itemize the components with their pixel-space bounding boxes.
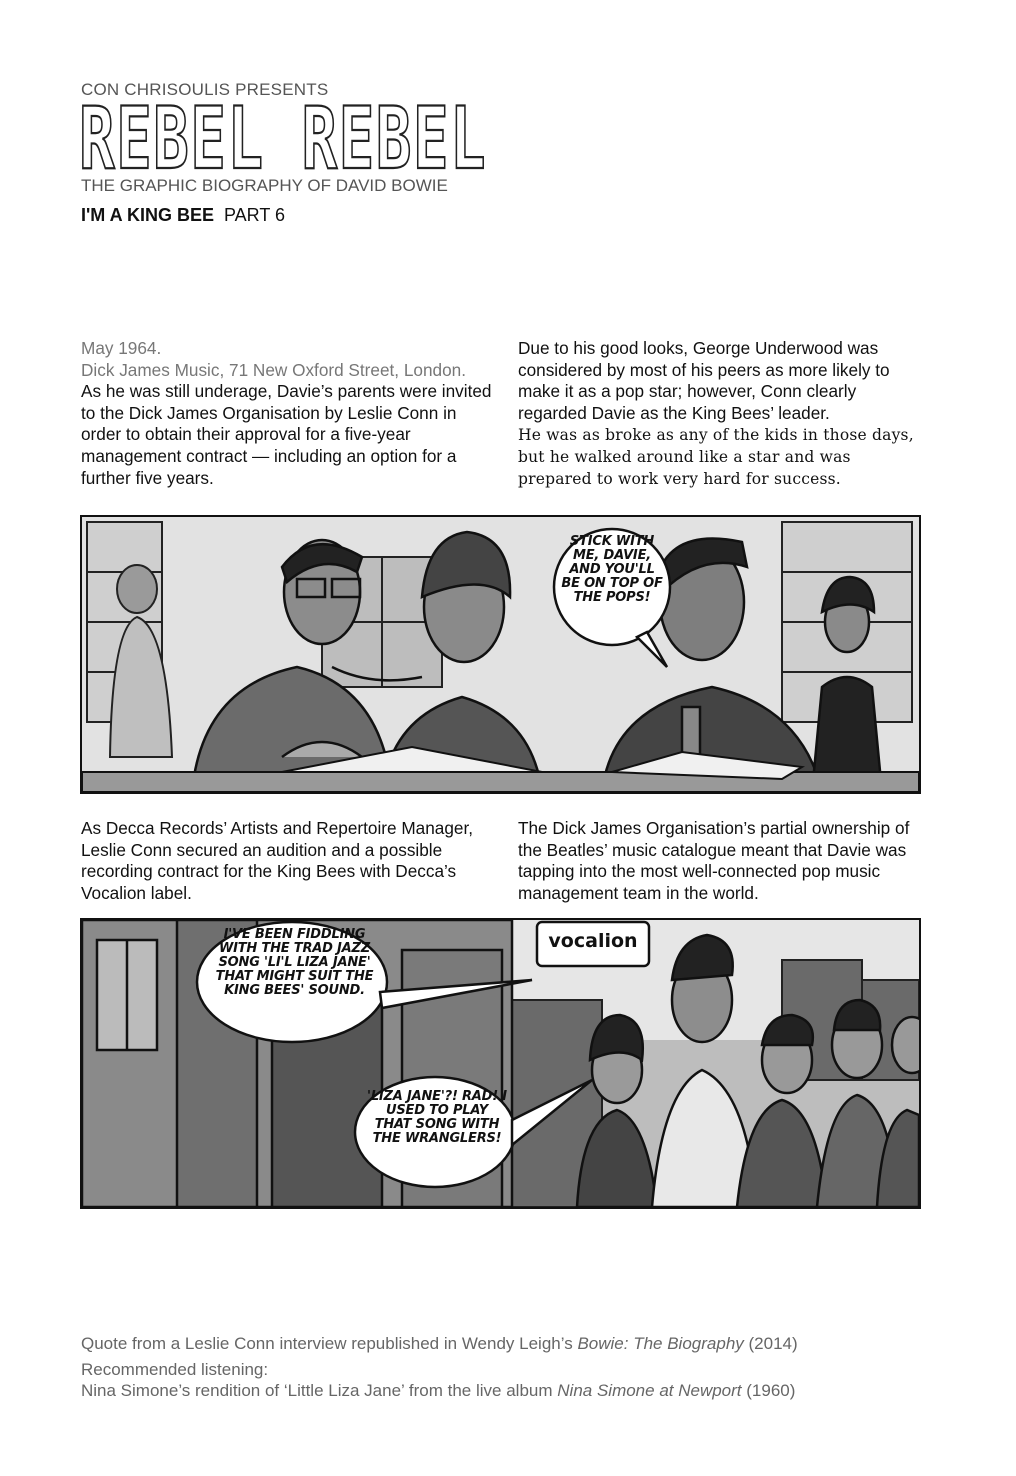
narration-body: As he was still underage, Davie’s parents were invited to the Dick James Organisation by Leslie Conn in order to obtain their approval for a five-year management contract — including an option for a further five years. <box>81 381 492 488</box>
narration-place: Dick James Music, 71 New Oxford Street, London. <box>81 359 466 380</box>
listening-label: Recommended listening: <box>81 1360 269 1379</box>
speech-bubble-1-text: I'VE BEEN FIDDLING WITH THE TRAD JAZZ SONG 'LI'L LIZA JANE' THAT MIGHT SUIT THE KING BEES' SOUND. <box>215 927 374 998</box>
comic-title-logo <box>79 100 489 178</box>
narration-right-1 <box>518 338 928 490</box>
chapter-title: I'M A KING BEE <box>81 205 214 225</box>
listening-recommendation: Nina Simone’s rendition of ‘Little Liza Jane’ from the live album Nina Simone at Newport (1960) <box>81 1381 796 1400</box>
chapter-heading <box>81 205 285 226</box>
narration-date: May 1964. <box>81 338 162 358</box>
vocalion-sign: vocalion <box>548 930 638 952</box>
narration-left-2: As Decca Records’ Artists and Repertoire Manager, Leslie Conn secured an audition and a possible recording contract for the King Bees with Decca’s Vocalion label. <box>81 818 473 903</box>
comic-panel-1 <box>80 515 921 794</box>
album-title: Nina Simone at Newport <box>557 1381 742 1400</box>
book-title: Bowie: The Biography <box>577 1334 744 1353</box>
speech-bubble-text: STICK WITH ME, DAVIE, AND YOU'LL BE ON TOP OF THE POPS! <box>561 534 663 605</box>
panel-2-illustration <box>82 920 919 1207</box>
typewriter-quote: He was as broke as any of the kids in those days, but he walked around like a star and was prepared to work very hard for success. <box>518 426 914 489</box>
subtitle: THE GRAPHIC BIOGRAPHY OF DAVID BOWIE <box>81 176 448 195</box>
footer-notes <box>81 1333 941 1401</box>
quote-source: Quote from a Leslie Conn interview republished in Wendy Leigh’s Bowie: The Biography (2014) <box>81 1334 798 1353</box>
narration-body: Due to his good looks, George Underwood was considered by most of his peers as more likely to make it as a pop star; however, Conn clearly regarded Davie as the King Bees’ leader. <box>518 338 890 423</box>
speech-bubble-2-text: 'LIZA JANE'?! RAD! I USED TO PLAY THAT SONG WITH THE WRANGLERS! <box>367 1089 507 1146</box>
title-text: REBEL REBEL <box>79 100 487 178</box>
comic-panel-2 <box>80 918 921 1209</box>
panel-1-illustration <box>82 517 919 792</box>
chapter-part: PART 6 <box>223 205 285 225</box>
narration-left-1 <box>81 338 501 489</box>
presents-line: CON CHRISOULIS PRESENTS <box>81 80 329 99</box>
narration-right-2: The Dick James Organisation’s partial ownership of the Beatles’ music catalogue meant that Davie was tapping into the most well-connected pop music management team in the world. <box>518 818 910 903</box>
